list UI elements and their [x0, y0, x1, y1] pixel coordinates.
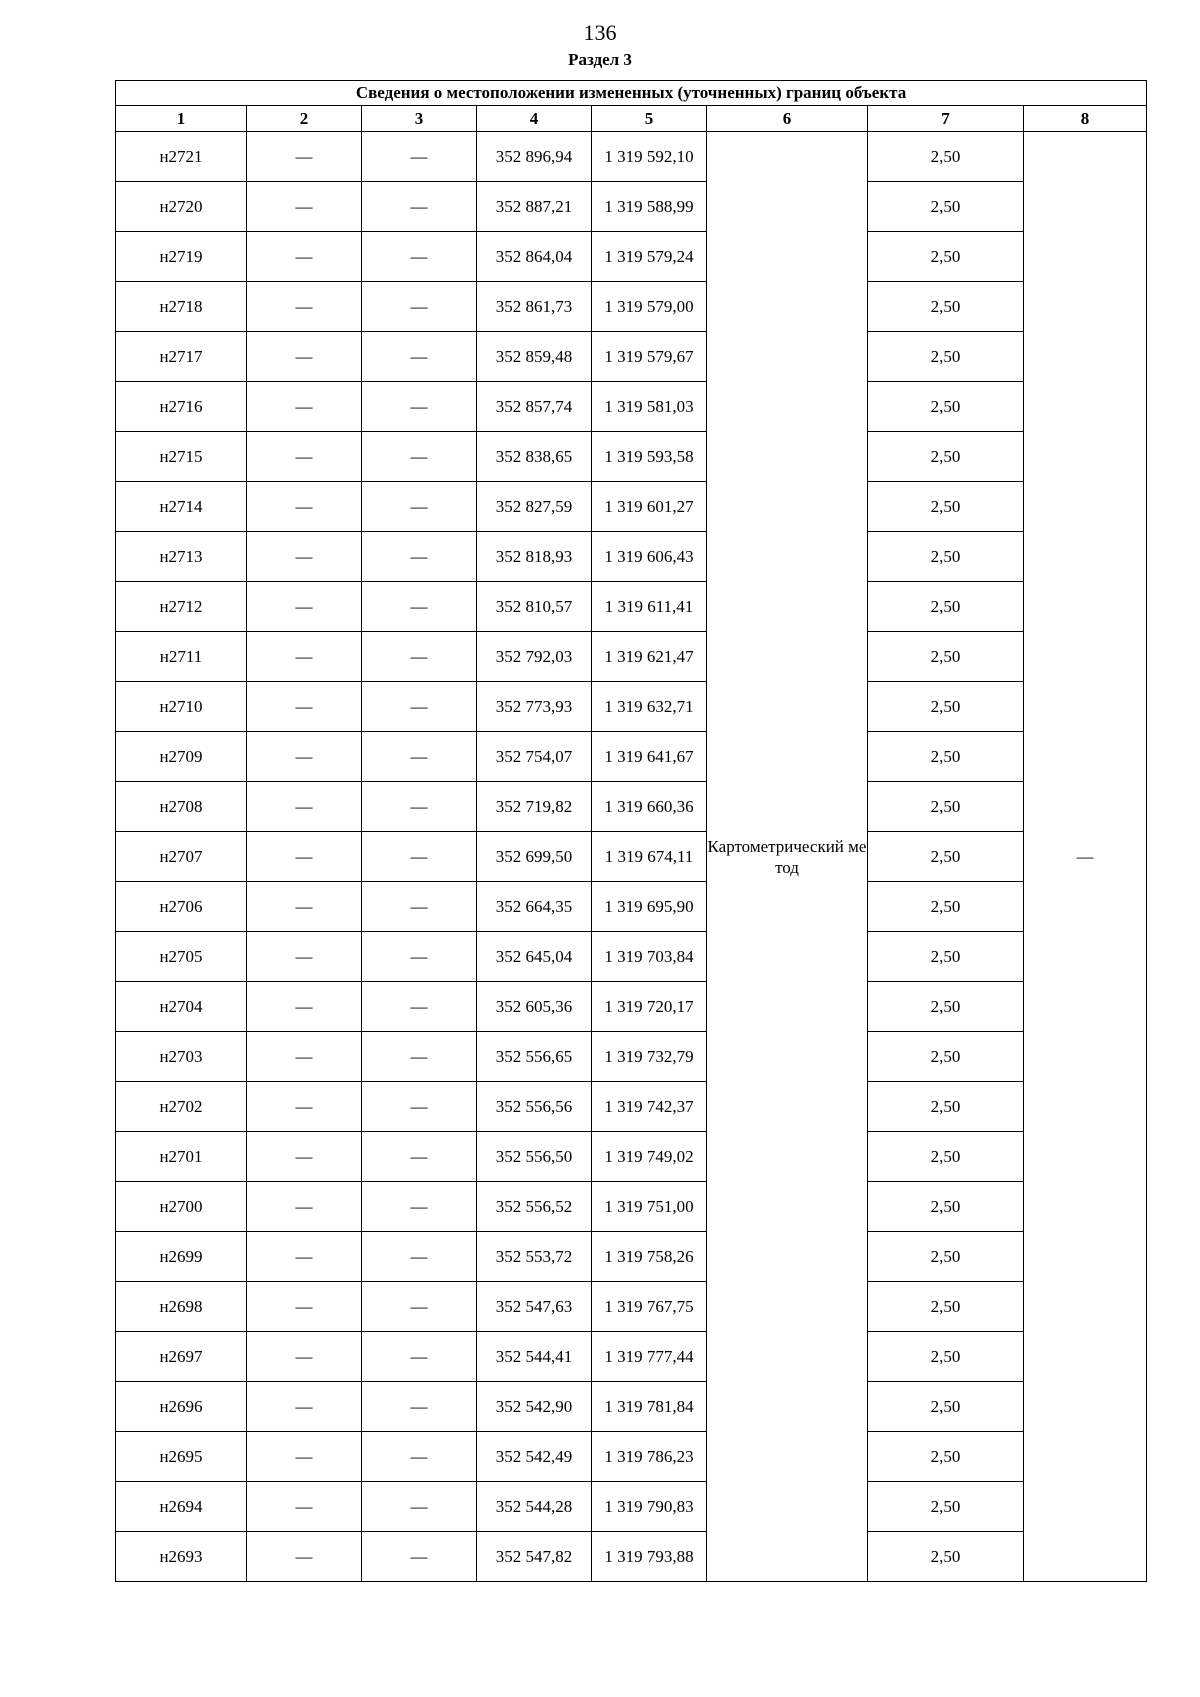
accuracy-cell: 2,50	[868, 532, 1024, 582]
table-row	[116, 482, 1147, 532]
point-id-cell: н2708	[116, 782, 247, 832]
x-coordinate-cell: 352 792,03	[477, 632, 592, 682]
column-2-cell: —	[247, 782, 362, 832]
column-2-cell: —	[247, 232, 362, 282]
x-coordinate-cell: 352 547,63	[477, 1282, 592, 1332]
table-row	[116, 1232, 1147, 1282]
table-row	[116, 132, 1147, 182]
table-row	[116, 632, 1147, 682]
x-coordinate-cell: 352 556,50	[477, 1132, 592, 1182]
point-id-cell: н2693	[116, 1532, 247, 1582]
column-3-cell: —	[362, 582, 477, 632]
column-3-cell: —	[362, 882, 477, 932]
column-3-cell: —	[362, 1332, 477, 1382]
y-coordinate-cell: 1 319 592,10	[592, 132, 707, 182]
y-coordinate-cell: 1 319 751,00	[592, 1182, 707, 1232]
accuracy-cell: 2,50	[868, 1532, 1024, 1582]
page-number: 136	[583, 20, 617, 45]
column-3-cell: —	[362, 532, 477, 582]
accuracy-cell: 2,50	[868, 182, 1024, 232]
column-3-cell: —	[362, 232, 477, 282]
accuracy-cell: 2,50	[868, 232, 1024, 282]
x-coordinate-cell: 352 556,65	[477, 1032, 592, 1082]
table-row	[116, 232, 1147, 282]
y-coordinate-cell: 1 319 579,00	[592, 282, 707, 332]
column-3-cell: —	[362, 782, 477, 832]
column-3-cell: —	[362, 632, 477, 682]
y-coordinate-cell: 1 319 593,58	[592, 432, 707, 482]
column-2-cell: —	[247, 732, 362, 782]
x-coordinate-cell: 352 857,74	[477, 382, 592, 432]
point-id-cell: н2720	[116, 182, 247, 232]
column-number: 2	[247, 106, 362, 132]
y-coordinate-cell: 1 319 632,71	[592, 682, 707, 732]
column-2-cell: —	[247, 1382, 362, 1432]
x-coordinate-cell: 352 810,57	[477, 582, 592, 632]
column-2-cell: —	[247, 332, 362, 382]
accuracy-cell: 2,50	[868, 1132, 1024, 1182]
accuracy-cell: 2,50	[868, 582, 1024, 632]
table-row	[116, 532, 1147, 582]
column-3-cell: —	[362, 1182, 477, 1232]
point-id-cell: н2697	[116, 1332, 247, 1382]
point-id-cell: н2694	[116, 1482, 247, 1532]
x-coordinate-cell: 352 556,52	[477, 1182, 592, 1232]
table-row	[116, 1532, 1147, 1582]
column-2-cell: —	[247, 682, 362, 732]
column-8-cell: —	[1024, 132, 1147, 1582]
table-row	[116, 882, 1147, 932]
x-coordinate-cell: 352 859,48	[477, 332, 592, 382]
table-row	[116, 582, 1147, 632]
column-2-cell: —	[247, 1182, 362, 1232]
table-row	[116, 682, 1147, 732]
accuracy-cell: 2,50	[868, 1382, 1024, 1432]
point-id-cell: н2715	[116, 432, 247, 482]
x-coordinate-cell: 352 664,35	[477, 882, 592, 932]
point-id-cell: н2706	[116, 882, 247, 932]
point-id-cell: н2711	[116, 632, 247, 682]
table-row	[116, 1332, 1147, 1382]
column-3-cell: —	[362, 382, 477, 432]
column-2-cell: —	[247, 1282, 362, 1332]
y-coordinate-cell: 1 319 660,36	[592, 782, 707, 832]
x-coordinate-cell: 352 605,36	[477, 982, 592, 1032]
column-2-cell: —	[247, 382, 362, 432]
accuracy-cell: 2,50	[868, 332, 1024, 382]
column-3-cell: —	[362, 432, 477, 482]
table-row	[116, 182, 1147, 232]
point-id-cell: н2713	[116, 532, 247, 582]
column-3-cell: —	[362, 132, 477, 182]
y-coordinate-cell: 1 319 588,99	[592, 182, 707, 232]
column-2-cell: —	[247, 1532, 362, 1582]
y-coordinate-cell: 1 319 611,41	[592, 582, 707, 632]
column-3-cell: —	[362, 1232, 477, 1282]
table-row	[116, 1482, 1147, 1532]
x-coordinate-cell: 352 827,59	[477, 482, 592, 532]
x-coordinate-cell: 352 542,49	[477, 1432, 592, 1482]
column-3-cell: —	[362, 1432, 477, 1482]
column-3-cell: —	[362, 1082, 477, 1132]
accuracy-cell: 2,50	[868, 282, 1024, 332]
table-row	[116, 982, 1147, 1032]
column-2-cell: —	[247, 432, 362, 482]
y-coordinate-cell: 1 319 758,26	[592, 1232, 707, 1282]
column-3-cell: —	[362, 732, 477, 782]
x-coordinate-cell: 352 544,28	[477, 1482, 592, 1532]
table-row	[116, 832, 1147, 882]
x-coordinate-cell: 352 861,73	[477, 282, 592, 332]
column-number: 6	[707, 106, 868, 132]
accuracy-cell: 2,50	[868, 1432, 1024, 1482]
point-id-cell: н2719	[116, 232, 247, 282]
x-coordinate-cell: 352 773,93	[477, 682, 592, 732]
column-2-cell: —	[247, 1482, 362, 1532]
table-row	[116, 1032, 1147, 1082]
column-2-cell: —	[247, 832, 362, 882]
column-2-cell: —	[247, 1332, 362, 1382]
x-coordinate-cell: 352 896,94	[477, 132, 592, 182]
column-3-cell: —	[362, 932, 477, 982]
accuracy-cell: 2,50	[868, 1332, 1024, 1382]
column-3-cell: —	[362, 832, 477, 882]
y-coordinate-cell: 1 319 786,23	[592, 1432, 707, 1482]
y-coordinate-cell: 1 319 581,03	[592, 382, 707, 432]
column-3-cell: —	[362, 332, 477, 382]
column-2-cell: —	[247, 1082, 362, 1132]
table-row	[116, 1132, 1147, 1182]
accuracy-cell: 2,50	[868, 1282, 1024, 1332]
x-coordinate-cell: 352 838,65	[477, 432, 592, 482]
point-id-cell: н2703	[116, 1032, 247, 1082]
column-3-cell: —	[362, 1132, 477, 1182]
accuracy-cell: 2,50	[868, 382, 1024, 432]
column-2-cell: —	[247, 182, 362, 232]
y-coordinate-cell: 1 319 732,79	[592, 1032, 707, 1082]
y-coordinate-cell: 1 319 641,67	[592, 732, 707, 782]
y-coordinate-cell: 1 319 703,84	[592, 932, 707, 982]
point-id-cell: н2707	[116, 832, 247, 882]
accuracy-cell: 2,50	[868, 1082, 1024, 1132]
y-coordinate-cell: 1 319 674,11	[592, 832, 707, 882]
column-2-cell: —	[247, 482, 362, 532]
column-number: 3	[362, 106, 477, 132]
y-coordinate-cell: 1 319 742,37	[592, 1082, 707, 1132]
column-number: 4	[477, 106, 592, 132]
column-3-cell: —	[362, 482, 477, 532]
point-id-cell: н2702	[116, 1082, 247, 1132]
column-2-cell: —	[247, 982, 362, 1032]
x-coordinate-cell: 352 719,82	[477, 782, 592, 832]
column-2-cell: —	[247, 1432, 362, 1482]
accuracy-cell: 2,50	[868, 1482, 1024, 1532]
column-2-cell: —	[247, 282, 362, 332]
column-3-cell: —	[362, 1482, 477, 1532]
table-row	[116, 732, 1147, 782]
column-2-cell: —	[247, 582, 362, 632]
column-2-cell: —	[247, 1132, 362, 1182]
y-coordinate-cell: 1 319 781,84	[592, 1382, 707, 1432]
column-2-cell: —	[247, 1232, 362, 1282]
y-coordinate-cell: 1 319 790,83	[592, 1482, 707, 1532]
point-id-cell: н2710	[116, 682, 247, 732]
column-3-cell: —	[362, 1382, 477, 1432]
column-3-cell: —	[362, 1532, 477, 1582]
boundary-coordinates-table	[115, 80, 1147, 1582]
accuracy-cell: 2,50	[868, 1032, 1024, 1082]
column-number: 5	[592, 106, 707, 132]
accuracy-cell: 2,50	[868, 732, 1024, 782]
column-3-cell: —	[362, 982, 477, 1032]
column-number: 7	[868, 106, 1024, 132]
table-row	[116, 1082, 1147, 1132]
method-cell: Картометрический метод	[707, 132, 868, 1582]
column-3-cell: —	[362, 1032, 477, 1082]
point-id-cell: н2716	[116, 382, 247, 432]
point-id-cell: н2705	[116, 932, 247, 982]
column-2-cell: —	[247, 932, 362, 982]
column-2-cell: —	[247, 132, 362, 182]
column-2-cell: —	[247, 882, 362, 932]
column-number: 8	[1024, 106, 1147, 132]
x-coordinate-cell: 352 864,04	[477, 232, 592, 282]
y-coordinate-cell: 1 319 695,90	[592, 882, 707, 932]
y-coordinate-cell: 1 319 601,27	[592, 482, 707, 532]
accuracy-cell: 2,50	[868, 832, 1024, 882]
y-coordinate-cell: 1 319 579,24	[592, 232, 707, 282]
x-coordinate-cell: 352 887,21	[477, 182, 592, 232]
table-caption: Сведения о местоположении измененных (уточненных) границ объекта	[116, 81, 1147, 106]
point-id-cell: н2709	[116, 732, 247, 782]
accuracy-cell: 2,50	[868, 1182, 1024, 1232]
point-id-cell: н2695	[116, 1432, 247, 1482]
point-id-cell: н2721	[116, 132, 247, 182]
section-title: Раздел 3	[568, 50, 632, 69]
table-row	[116, 382, 1147, 432]
point-id-cell: н2699	[116, 1232, 247, 1282]
table-row	[116, 1432, 1147, 1482]
table-row	[116, 432, 1147, 482]
accuracy-cell: 2,50	[868, 482, 1024, 532]
accuracy-cell: 2,50	[868, 1232, 1024, 1282]
y-coordinate-cell: 1 319 579,67	[592, 332, 707, 382]
point-id-cell: н2700	[116, 1182, 247, 1232]
y-coordinate-cell: 1 319 720,17	[592, 982, 707, 1032]
y-coordinate-cell: 1 319 749,02	[592, 1132, 707, 1182]
table-row	[116, 332, 1147, 382]
x-coordinate-cell: 352 556,56	[477, 1082, 592, 1132]
table-row	[116, 1382, 1147, 1432]
x-coordinate-cell: 352 645,04	[477, 932, 592, 982]
y-coordinate-cell: 1 319 777,44	[592, 1332, 707, 1382]
x-coordinate-cell: 352 553,72	[477, 1232, 592, 1282]
accuracy-cell: 2,50	[868, 632, 1024, 682]
table-row	[116, 282, 1147, 332]
point-id-cell: н2701	[116, 1132, 247, 1182]
column-2-cell: —	[247, 532, 362, 582]
accuracy-cell: 2,50	[868, 882, 1024, 932]
point-id-cell: н2696	[116, 1382, 247, 1432]
point-id-cell: н2698	[116, 1282, 247, 1332]
x-coordinate-cell: 352 699,50	[477, 832, 592, 882]
x-coordinate-cell: 352 547,82	[477, 1532, 592, 1582]
point-id-cell: н2704	[116, 982, 247, 1032]
point-id-cell: н2718	[116, 282, 247, 332]
point-id-cell: н2714	[116, 482, 247, 532]
point-id-cell: н2717	[116, 332, 247, 382]
y-coordinate-cell: 1 319 621,47	[592, 632, 707, 682]
column-3-cell: —	[362, 282, 477, 332]
column-3-cell: —	[362, 182, 477, 232]
column-3-cell: —	[362, 682, 477, 732]
column-3-cell: —	[362, 1282, 477, 1332]
column-number-row	[116, 106, 1147, 132]
x-coordinate-cell: 352 754,07	[477, 732, 592, 782]
accuracy-cell: 2,50	[868, 932, 1024, 982]
accuracy-cell: 2,50	[868, 432, 1024, 482]
y-coordinate-cell: 1 319 606,43	[592, 532, 707, 582]
table-row	[116, 1282, 1147, 1332]
x-coordinate-cell: 352 818,93	[477, 532, 592, 582]
accuracy-cell: 2,50	[868, 132, 1024, 182]
table-row	[116, 932, 1147, 982]
x-coordinate-cell: 352 544,41	[477, 1332, 592, 1382]
accuracy-cell: 2,50	[868, 782, 1024, 832]
point-id-cell: н2712	[116, 582, 247, 632]
y-coordinate-cell: 1 319 793,88	[592, 1532, 707, 1582]
column-2-cell: —	[247, 1032, 362, 1082]
column-number: 1	[116, 106, 247, 132]
accuracy-cell: 2,50	[868, 682, 1024, 732]
table-body	[116, 132, 1147, 1582]
y-coordinate-cell: 1 319 767,75	[592, 1282, 707, 1332]
accuracy-cell: 2,50	[868, 982, 1024, 1032]
x-coordinate-cell: 352 542,90	[477, 1382, 592, 1432]
column-2-cell: —	[247, 632, 362, 682]
table-row	[116, 1182, 1147, 1232]
table-row	[116, 782, 1147, 832]
